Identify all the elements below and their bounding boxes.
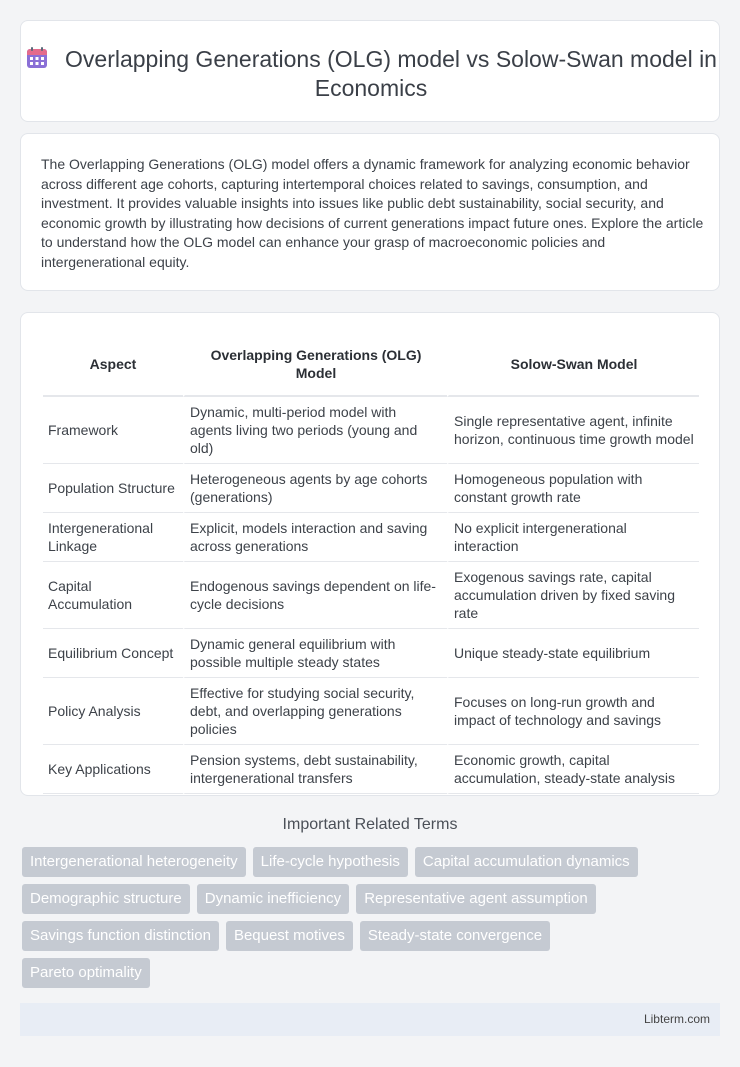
olg-cell: Pension systems, debt sustainability, intergenerational transfers [183,745,447,794]
tag-row [22,847,722,877]
related-term-tag[interactable]: Bequest motives [226,921,353,951]
footer-site-link[interactable]: Libterm.com [643,1012,710,1026]
tag-row [22,884,722,914]
olg-cell: Endogenous savings dependent on life-cycle decisions [183,562,447,629]
aspect-cell: Capital Accumulation [43,562,183,629]
aspect-cell: Population Structure [43,464,183,513]
table-row [43,397,699,464]
header-olg: Overlapping Generations (OLG) Model [183,333,447,397]
related-term-tag[interactable]: Intergenerational heterogeneity [22,847,246,877]
related-terms-title: Important Related Terms [282,816,458,833]
solow-cell: No explicit intergenerational interaction [447,513,699,562]
solow-cell: Single representative agent, infinite horizon, continuous time growth model [447,397,699,464]
olg-cell: Heterogeneous agents by age cohorts (generations) [183,464,447,513]
related-term-tag[interactable]: Life-cycle hypothesis [253,847,408,877]
tag-row [22,921,722,951]
intro-card [20,133,720,291]
header-aspect: Aspect [43,333,183,397]
olg-cell: Dynamic general equilibrium with possible multiple steady states [183,629,447,678]
aspect-cell: Equilibrium Concept [43,629,183,678]
page-title: Overlapping Generations (OLG) model vs Solow-Swan model in Economics [65,46,717,101]
solow-cell: Focuses on long-run growth and impact of technology and savings [447,678,699,745]
related-term-tag[interactable]: Capital accumulation dynamics [415,847,638,877]
intro-paragraph: The Overlapping Generations (OLG) model offers a dynamic framework for analyzing economic behavior across different age cohorts, capturing intertemporal choices related to savings, consumption, and investment. It provides valuable insights into issues like public debt sustainability, social security, and economic growth by illustrating how decisions of current generations impact future ones. Explore the article to understand how the OLG model can enhance your grasp of macroeconomic policies and intergenerational equity. [41,156,704,270]
footer [20,1003,720,1036]
related-terms-list [22,847,722,995]
related-term-tag[interactable]: Representative agent assumption [356,884,595,914]
aspect-cell: Policy Analysis [43,678,183,745]
comparison-table-card [20,312,720,796]
related-term-tag[interactable]: Savings function distinction [22,921,219,951]
table-header-row [43,333,699,397]
solow-cell: Economic growth, capital accumulation, steady-state analysis [447,745,699,794]
related-term-tag[interactable]: Demographic structure [22,884,190,914]
page-title-row [21,45,721,103]
title-card [20,20,720,122]
aspect-cell: Framework [43,397,183,464]
comparison-table [43,333,699,794]
solow-cell: Unique steady-state equilibrium [447,629,699,678]
table-row [43,562,699,629]
table-row [43,745,699,794]
solow-cell: Homogeneous population with constant growth rate [447,464,699,513]
table-row [43,513,699,562]
table-row [43,678,699,745]
olg-cell: Effective for studying social security, debt, and overlapping generations policies [183,678,447,745]
aspect-cell: Key Applications [43,745,183,794]
olg-cell: Explicit, models interaction and saving across generations [183,513,447,562]
related-term-tag[interactable]: Steady-state convergence [360,921,550,951]
table-row [43,629,699,678]
calendar-icon [25,46,49,70]
header-solow: Solow-Swan Model [447,333,699,397]
olg-cell: Dynamic, multi-period model with agents living two periods (young and old) [183,397,447,464]
solow-cell: Exogenous savings rate, capital accumulation driven by fixed saving rate [447,562,699,629]
table-row [43,464,699,513]
related-term-tag[interactable]: Dynamic inefficiency [197,884,349,914]
related-term-tag[interactable]: Pareto optimality [22,958,150,988]
tag-row [22,958,722,988]
aspect-cell: Intergenerational Linkage [43,513,183,562]
